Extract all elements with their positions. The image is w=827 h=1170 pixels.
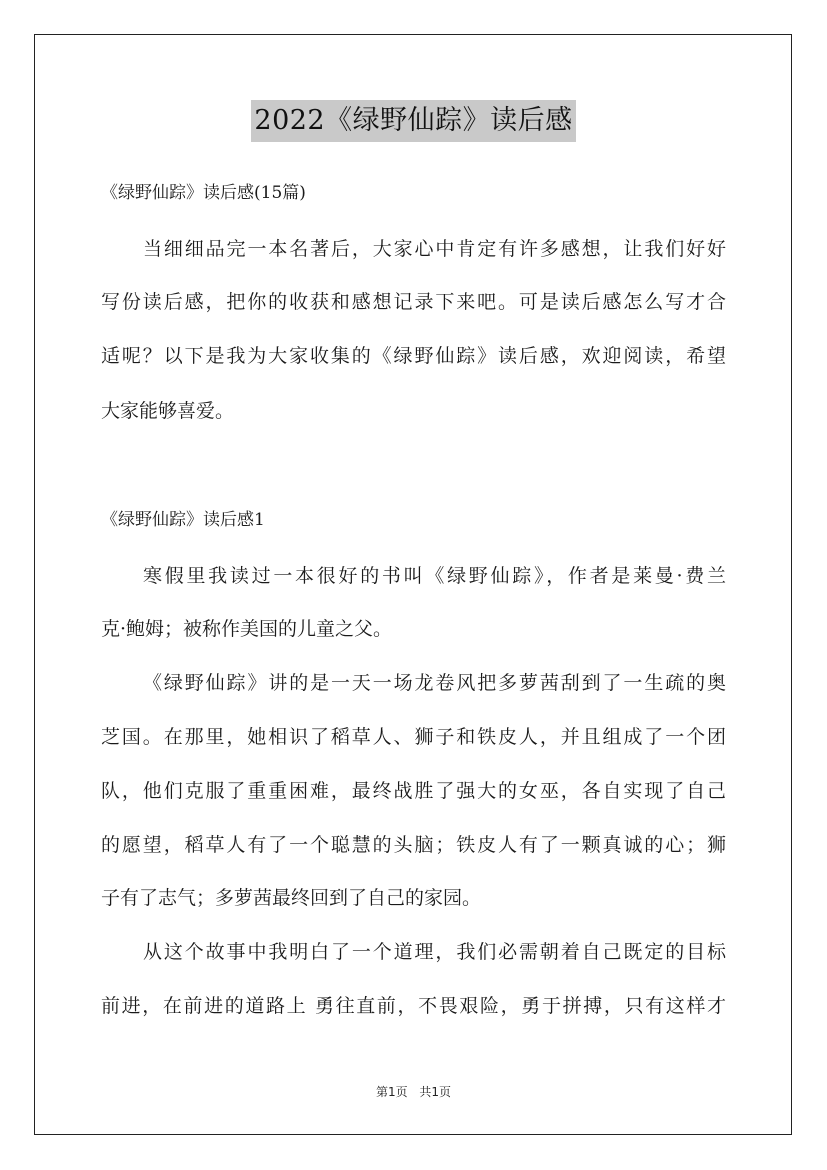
- section-line-5: 队，他们克服了重重困难，最终战胜了强大的女巫，各自实现了自己: [101, 780, 726, 802]
- document-subtitle: 《绿野仙踪》读后感(15篇): [101, 183, 306, 203]
- section-line-8: 从这个故事中我明白了一个道理，我们必需朝着自己既定的目标: [143, 941, 726, 963]
- intro-line-3: 适呢？以下是我为大家收集的《绿野仙踪》读后感，欢迎阅读，希望: [101, 345, 726, 367]
- section-line-1: 寒假里我读过一本很好的书叫《绿野仙踪》，作者是莱曼·费兰: [143, 565, 726, 587]
- section-line-4: 芝国。在那里，她相识了稻草人、狮子和铁皮人，并且组成了一个团: [101, 726, 726, 748]
- intro-line-1: 当细细品完一本名著后，大家心中肯定有许多感想，让我们好好: [143, 238, 726, 260]
- section-line-2: 克·鲍姆；被称作美国的儿童之父。: [101, 618, 393, 640]
- page-number-total: 共1页: [419, 1085, 452, 1099]
- section-heading: 《绿野仙踪》读后感1: [101, 510, 265, 530]
- section-line-6: 的愿望，稻草人有了一个聪慧的头脑；铁皮人有了一颗真诚的心；狮: [101, 834, 726, 856]
- intro-line-2: 写份读后感，把你的收获和感想记录下来吧。可是读后感怎么写才合: [101, 291, 726, 313]
- page-number-current: 第1页: [375, 1085, 408, 1099]
- title-container: [0, 100, 827, 142]
- section-line-7: 子有了志气；多萝茜最终回到了自己的家园。: [101, 887, 482, 909]
- intro-line-4: 大家能够喜爱。: [101, 400, 235, 422]
- section-line-9: 前进，在前进的道路上 勇往直前，不畏艰险，勇于拼搏，只有这样才: [101, 995, 726, 1017]
- section-line-3: 《绿野仙踪》讲的是一天一场龙卷风把多萝茜刮到了一生疏的奥: [143, 672, 726, 694]
- page-footer: [0, 1083, 827, 1100]
- document-title: 2022《绿野仙踪》读后感: [251, 100, 575, 142]
